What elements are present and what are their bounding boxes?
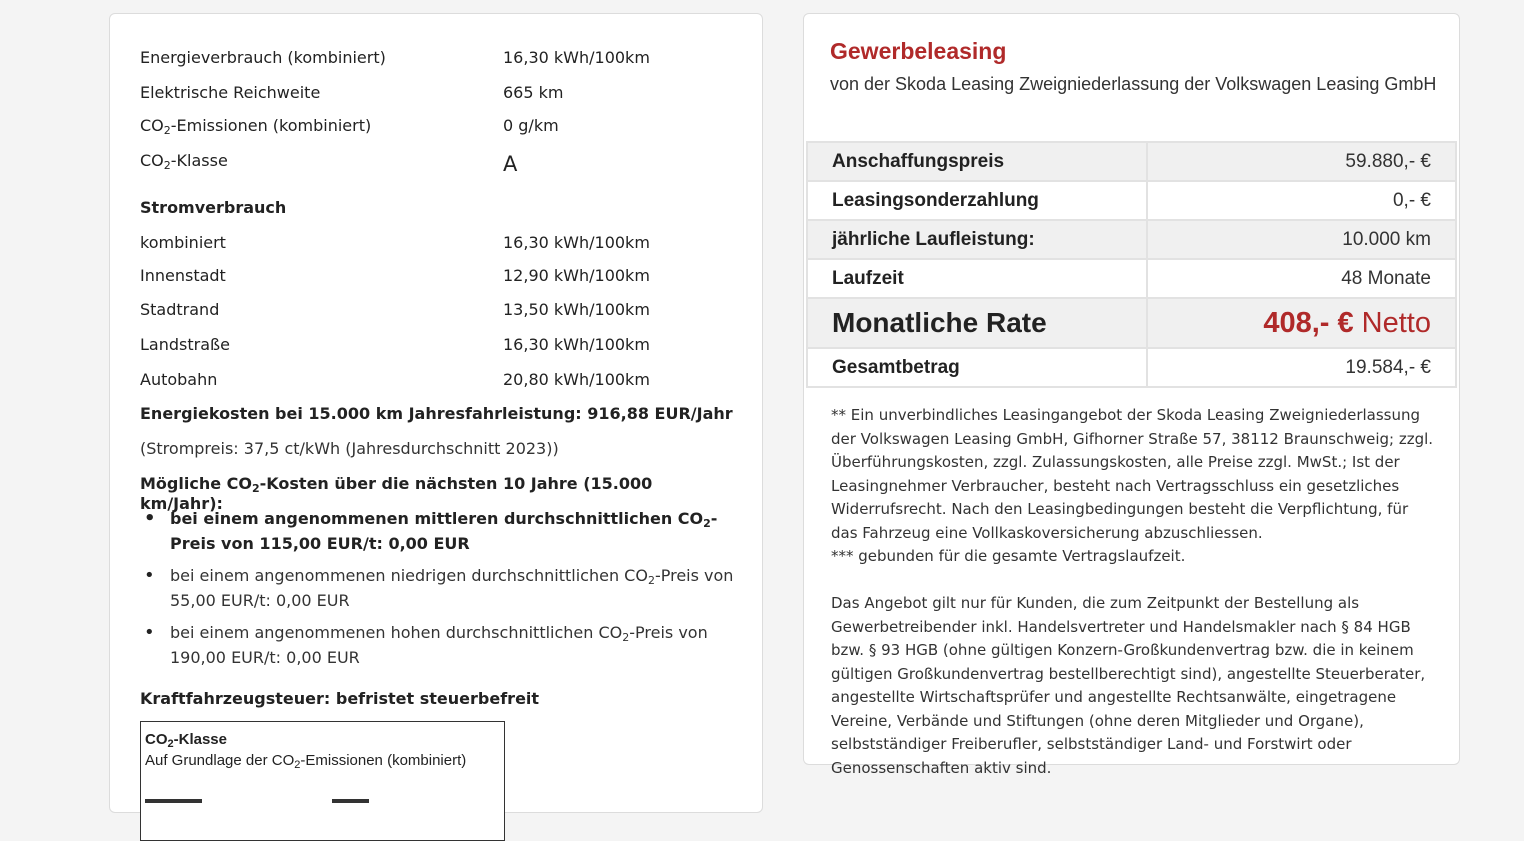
row-label-sonderzahlung: Leasingsonderzahlung — [807, 181, 1147, 220]
row-label-anschaffungspreis: Anschaffungspreis — [807, 142, 1147, 181]
list-item: • bei einem angenommenen hohen durchschnittlichen $CO_2$-Preis von 190,00 EUR/t: 0,00 EUR — [140, 620, 740, 670]
spec-label-reichweite: Elektrische Reichweite — [140, 83, 321, 102]
strom-value-innenstadt: 12,90 kWh/100km — [503, 266, 650, 285]
strom-label-stadtrand: Stadtrand — [140, 300, 220, 319]
rate-suffix: Netto — [1361, 306, 1431, 339]
strom-value-stadtrand: 13,50 kWh/100km — [503, 300, 650, 319]
co2-class-label-subtitle: Auf Grundlage der $CO_2$-Emissionen (kombiniert) — [145, 752, 467, 771]
leasing-fine-print — [831, 404, 1436, 780]
row-value-laufleistung: 10.000 km — [1147, 220, 1456, 259]
strom-label-innenstadt: Innenstadt — [140, 266, 226, 285]
spec-label-klasse: $CO_2$-Klasse — [140, 151, 228, 172]
stromverbrauch-heading: Stromverbrauch — [140, 198, 287, 217]
list-item: • bei einem angenommenen mittleren durchschnittlichen $CO_2$-Preis von 115,00 EUR/t: 0,00 EUR — [140, 506, 740, 556]
spec-value-klasse: A — [503, 152, 518, 176]
strom-value-landstrasse: 16,30 kWh/100km — [503, 335, 650, 354]
row-value-gesamtbetrag: 19.584,- € — [1147, 348, 1456, 387]
spec-label-energieverbrauch: Energieverbrauch (kombiniert) — [140, 48, 386, 67]
co2-class-label-title: $CO_2$-Klasse — [145, 731, 227, 750]
co2-class-label-image — [140, 721, 505, 841]
strom-label-kombiniert: kombiniert — [140, 233, 226, 252]
row-label-laufzeit: Laufzeit — [807, 259, 1147, 298]
spec-value-energieverbrauch: 16,30 kWh/100km — [503, 48, 650, 67]
strom-value-kombiniert: 16,30 kWh/100km — [503, 233, 650, 252]
table-row — [807, 298, 1456, 348]
leasing-subtitle: von der Skoda Leasing Zweigniederlassung der Volkswagen Leasing GmbH — [830, 74, 1437, 94]
co2-kosten-list — [140, 506, 740, 677]
co2-kosten-heading: Mögliche $CO_2$-Kosten über die nächsten 10 Jahre (15.000 km/Jahr): — [140, 474, 653, 513]
row-label-laufleistung: jährliche Laufleistung: — [807, 220, 1147, 259]
fine-print-paragraph: Das Angebot gilt nur für Kunden, die zum Zeitpunkt der Bestellung als Gewerbetreibender inkl. Handelsvertreter und Handelsmakler nach § 84 HGB bzw. § 93 HGB (ohne gültigen Konzern-Großkundenvertrag bzw. die in keinem gültigen Großkundenvertrag bestellberechtigt sind), angestellte Steuerberater, angestellte Wirtschaftsprüfer und angestellte Rechtsanwälte, eingetragene Vereine, Verbände und Stiftungen (ohne deren Mitglieder und Organe), selbstständiger Freiberufler, selbstständiger Land- und Forstwirt oder Genossenschaften aktiv sind. — [831, 594, 1426, 777]
co2-scale-bar — [332, 799, 369, 803]
spec-label-emissionen: $CO_2$-Emissionen (kombiniert) — [140, 116, 372, 137]
fine-print-paragraph: ** Ein unverbindliches Leasingangebot der Skoda Leasing Zweigniederlassung der Volkswagen Leasing GmbH, Gifhorner Straße 57, 38112 Braunschweig; zzgl. Überführungskosten, zzgl. Zulassungskosten, alle Preise zzgl. MwSt.; Ist der Leasingnehmer Verbraucher, besteht nach Vertragsschluss ein gesetzliches Widerrufsrecht. Nach den Leasingbedingungen besteht die Verpflichtung, für das Fahrzeug eine Vollkaskoversicherung abzuschliessen. — [831, 406, 1434, 542]
kfz-steuer-text: Kraftfahrzeugsteuer: befristet steuerbefreit — [140, 689, 540, 708]
strom-label-landstrasse: Landstraße — [140, 335, 230, 354]
leasing-title: Gewerbeleasing — [830, 38, 1007, 64]
energiekosten-text: Energiekosten bei 15.000 km Jahresfahrleistung: 916,88 EUR/Jahr — [140, 404, 733, 423]
row-value-monatliche-rate — [1147, 298, 1456, 348]
table-row — [807, 181, 1456, 220]
row-value-laufzeit: 48 Monate — [1147, 259, 1456, 298]
table-row — [807, 220, 1456, 259]
table-row — [807, 259, 1456, 298]
row-value-sonderzahlung: 0,- € — [1147, 181, 1456, 220]
leasing-offer-card — [803, 13, 1460, 777]
spec-value-reichweite: 665 km — [503, 83, 564, 102]
vehicle-specs-card — [109, 13, 763, 813]
leasing-table — [806, 141, 1457, 388]
row-label-monatliche-rate: Monatliche Rate — [807, 298, 1147, 348]
list-item: • bei einem angenommenen niedrigen durchschnittlichen $CO_2$-Preis von 55,00 EUR/t: 0,00 EUR — [140, 563, 740, 613]
strom-label-autobahn: Autobahn — [140, 370, 218, 389]
rate-amount: 408,- € — [1263, 306, 1354, 339]
co2-scale-bar — [145, 799, 202, 803]
spec-value-emissionen: 0 g/km — [503, 116, 559, 135]
row-label-gesamtbetrag: Gesamtbetrag — [807, 348, 1147, 387]
table-row — [807, 348, 1456, 387]
table-row — [807, 142, 1456, 181]
strompreis-text: (Strompreis: 37,5 ct/kWh (Jahresdurchschnitt 2023)) — [140, 439, 559, 458]
row-value-anschaffungspreis: 59.880,- € — [1147, 142, 1456, 181]
strom-value-autobahn: 20,80 kWh/100km — [503, 370, 650, 389]
fine-print-paragraph: *** gebunden für die gesamte Vertragslaufzeit. — [831, 547, 1186, 565]
